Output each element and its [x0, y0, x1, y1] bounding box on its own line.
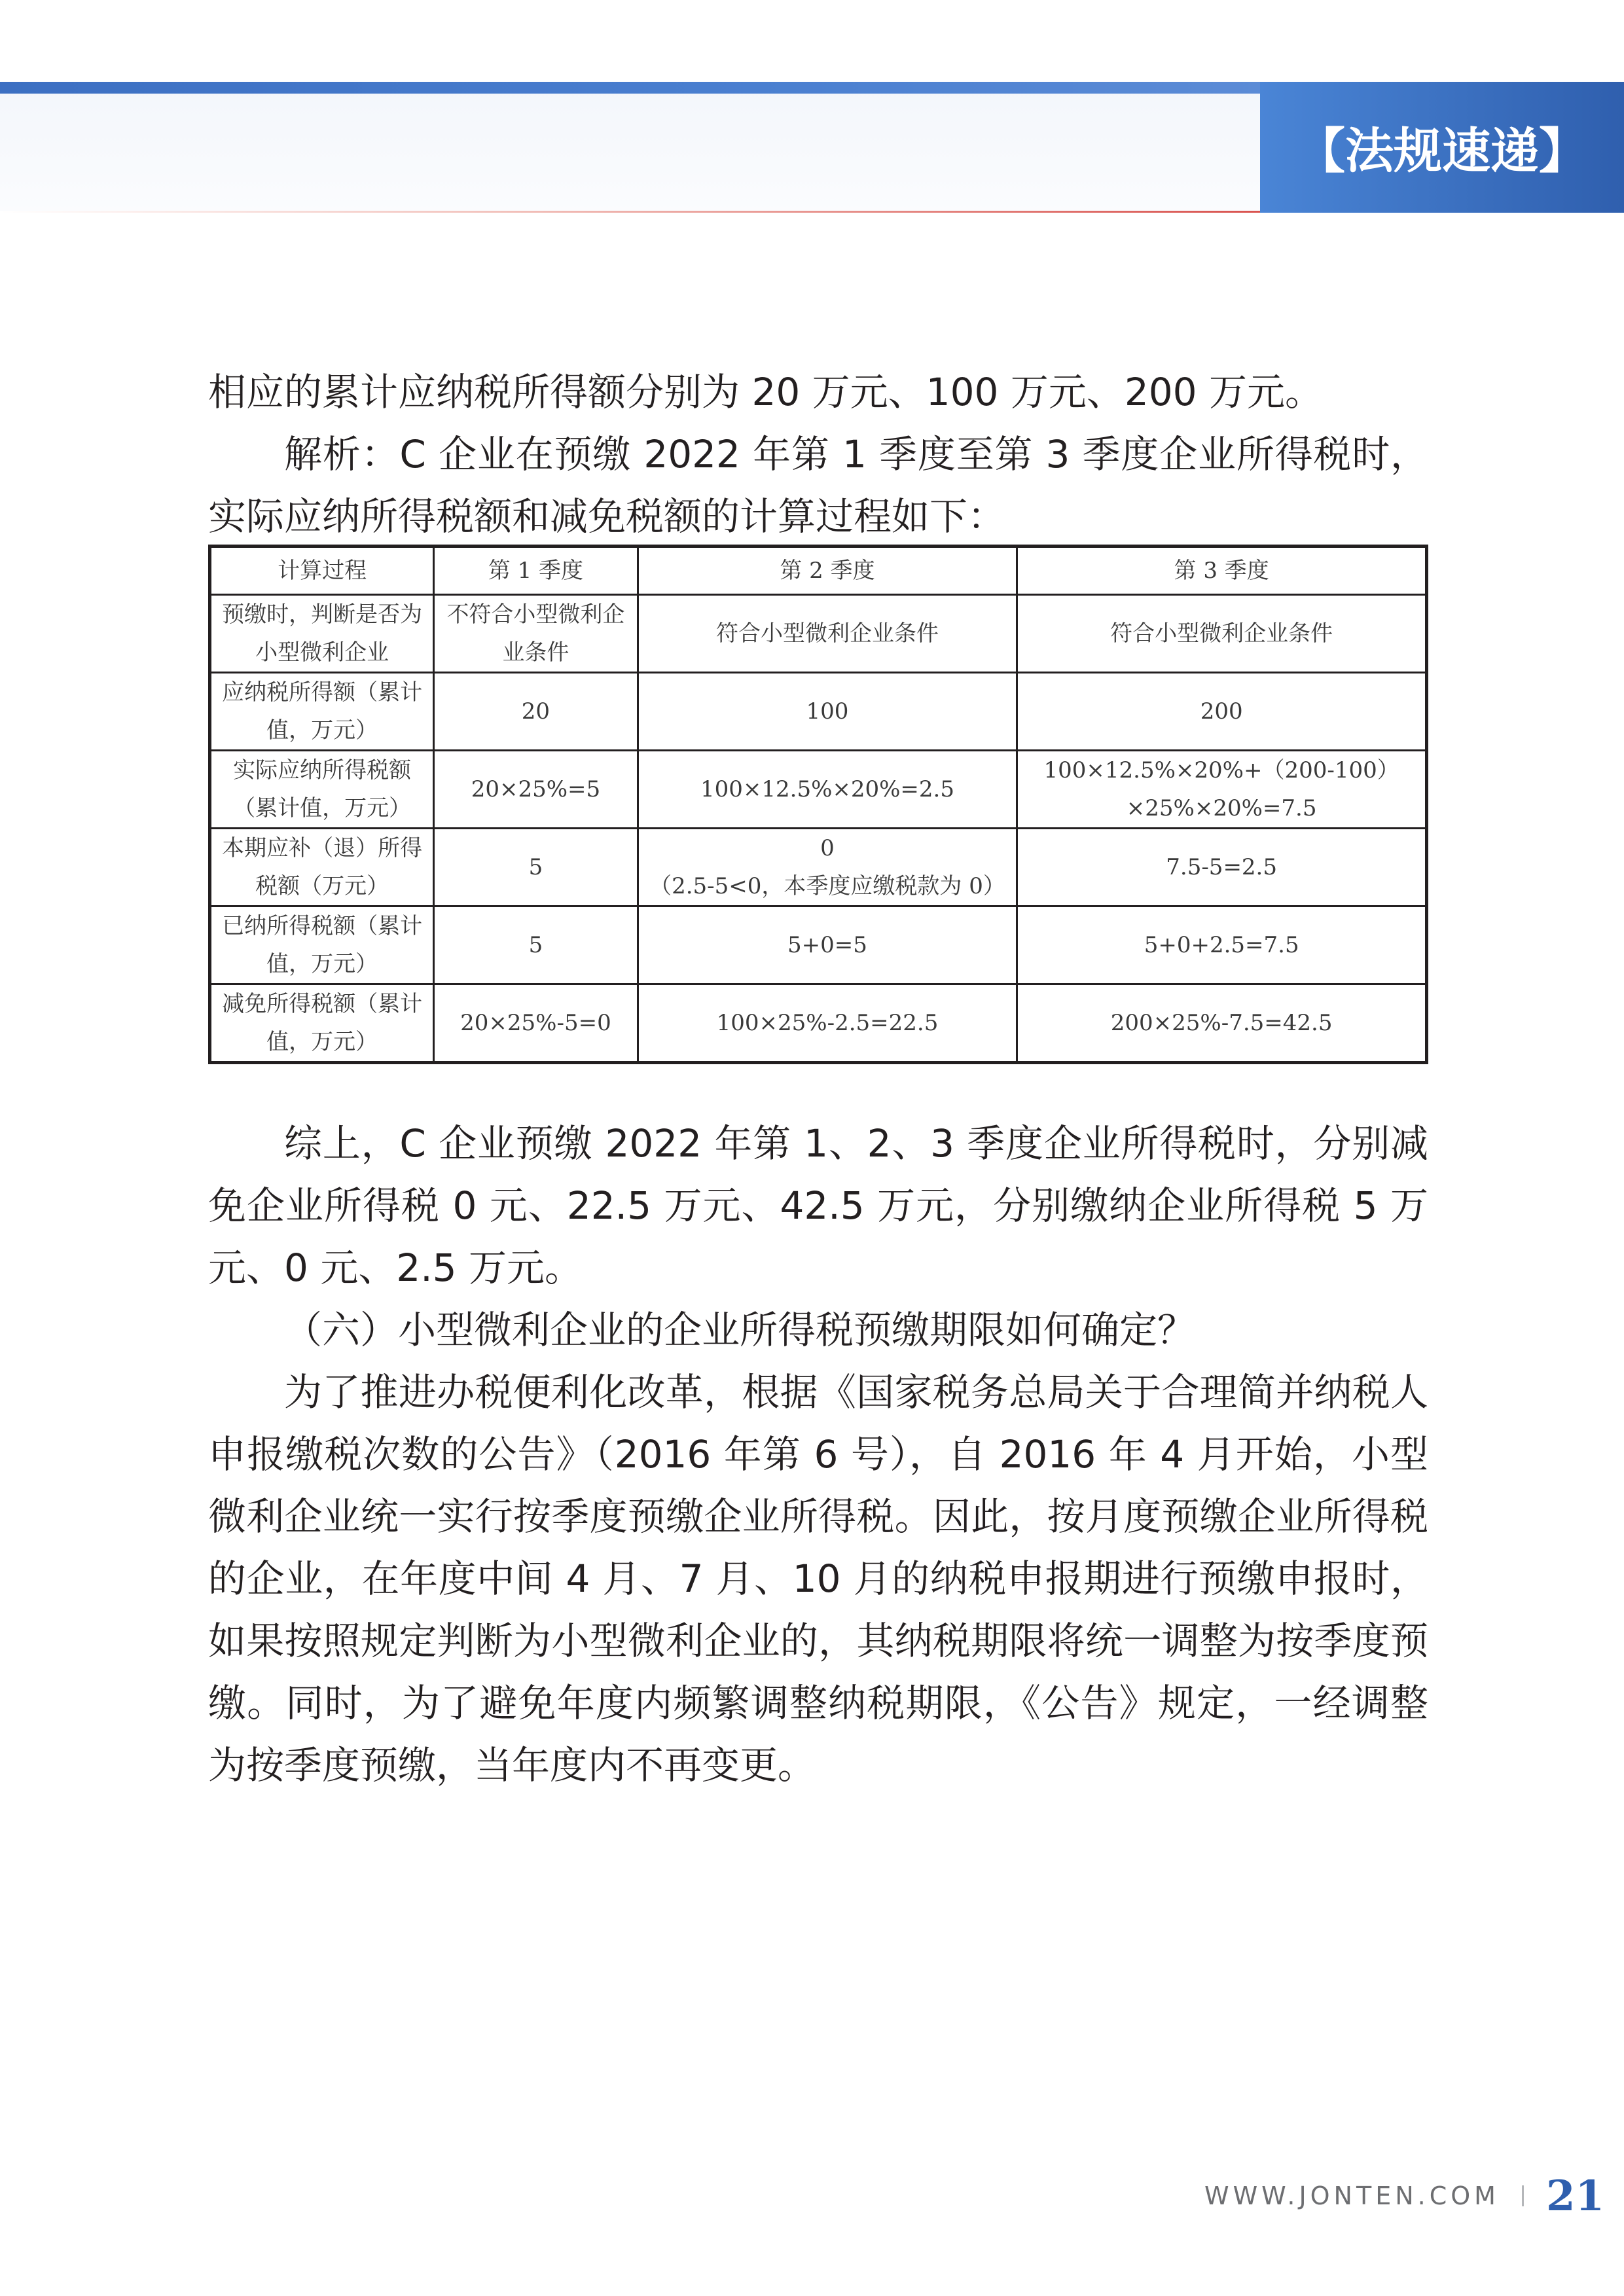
row-label: 实际应纳所得税额（累计值，万元） [210, 751, 434, 829]
table-cell: 符合小型微利企业条件 [638, 595, 1017, 673]
row-label: 已纳所得税额（累计值，万元） [210, 906, 434, 984]
table-header-cell: 第 1 季度 [434, 547, 638, 595]
footer-divider [1522, 2185, 1524, 2206]
table-cell: 20 [434, 673, 638, 751]
row-label: 预缴时，判断是否为小型微利企业 [210, 595, 434, 673]
page-number: 21 [1545, 2171, 1604, 2221]
row-label: 减免所得税额（累计值，万元） [210, 984, 434, 1063]
table-cell: 200×25%-7.5=42.5 [1017, 984, 1427, 1063]
table-header-row [210, 547, 1427, 595]
table-header-cell: 计算过程 [210, 547, 434, 595]
row-label: 应纳税所得额（累计值，万元） [210, 673, 434, 751]
table-cell: 符合小型微利企业条件 [1017, 595, 1427, 673]
table-row [210, 984, 1427, 1063]
table-header-cell: 第 2 季度 [638, 547, 1017, 595]
table-cell: 100×25%-2.5=22.5 [638, 984, 1017, 1063]
table-row [210, 673, 1427, 751]
header-bottom-rule [0, 211, 1260, 213]
table-row [210, 829, 1427, 906]
table-row [210, 906, 1427, 984]
intro-text [208, 361, 1428, 548]
table-cell: 5+0+2.5=7.5 [1017, 906, 1427, 984]
table-row [210, 751, 1427, 829]
row-label: 本期应补（退）所得税额（万元） [210, 829, 434, 906]
table-cell: 5 [434, 906, 638, 984]
paragraph-4: 为了推进办税便利化改革，根据《国家税务总局关于合理简并纳税人申报缴税次数的公告》（2016 年第 6 号），自 2016 年 4 月开始，小型微利企业统一实行按季度预缴企业所得税。因此，按月度预缴企业所得税的企业，在年度中间 4 月、7 月、10 月的纳税申报期进行预缴申报时，如果按照规定判断为小型微利企业的，其纳税期限将统一调整为按季度预缴。同时，为了避免年度内频繁调整纳税期限，《公告》规定，一经调整为按季度预缴，当年度内不再变更。 [208, 1370, 1428, 1787]
table-row [210, 595, 1427, 673]
table-cell: 20×25%-5=0 [434, 984, 638, 1063]
table-cell: 200 [1017, 673, 1427, 751]
header-band [0, 82, 1260, 213]
table-cell [638, 829, 1017, 906]
paragraph-1: 相应的累计应纳税所得额分别为 20 万元、100 万元、200 万元。 [208, 370, 1323, 414]
table-cell: 20×25%=5 [434, 751, 638, 829]
table-cell: 100×12.5%×20%+（200-100）×25%×20%=7.5 [1017, 751, 1427, 829]
table-cell: 7.5-5=2.5 [1017, 829, 1427, 906]
page-footer [1204, 2166, 1604, 2225]
cell-value: 0 [820, 835, 835, 861]
table-cell: 100 [638, 673, 1017, 751]
section-tag: 【法规速递】 [1260, 82, 1624, 213]
table-cell: 5 [434, 829, 638, 906]
body-text [208, 1113, 1428, 1797]
table-cell: 100×12.5%×20%=2.5 [638, 751, 1017, 829]
table-cell: 不符合小型微利企业条件 [434, 595, 638, 673]
cell-note: （2.5-5<0，本季度应缴税款为 0） [649, 873, 1005, 899]
website-link[interactable]: WWW.JONTEN.COM [1204, 2181, 1500, 2210]
paragraph-3: 综上，C 企业预缴 2022 年第 1、2、3 季度企业所得税时，分别减免企业所得税 0 元、22.5 万元、42.5 万元，分别缴纳企业所得税 5 万元、0 元、2.5 万元。 [208, 1121, 1428, 1290]
table-header-cell: 第 3 季度 [1017, 547, 1427, 595]
table-cell: 5+0=5 [638, 906, 1017, 984]
header-top-rule [0, 82, 1260, 94]
section-heading: （六）小型微利企业的企业所得税预缴期限如何确定？ [284, 1308, 1196, 1352]
paragraph-2: 解析：C 企业在预缴 2022 年第 1 季度至第 3 季度企业所得税时，实际应纳所得税额和减免税额的计算过程如下： [208, 432, 1428, 539]
calculation-table [208, 545, 1428, 1064]
